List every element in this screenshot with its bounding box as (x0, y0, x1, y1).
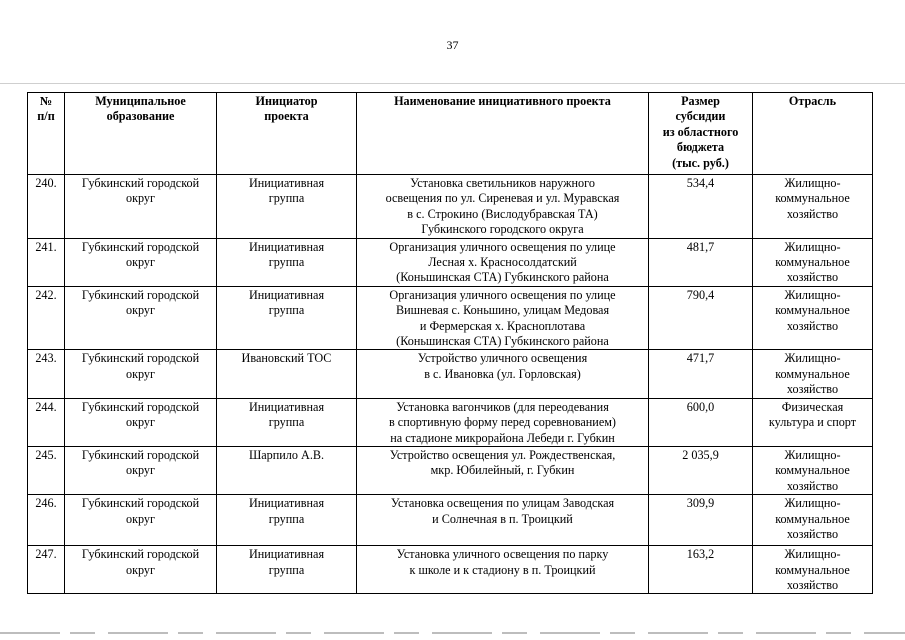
cell-line: и Солнечная в п. Троицкий (432, 511, 573, 526)
cell-line: и Фермерская х. Красноплотава (419, 318, 586, 333)
cell-line: бюджета (676, 140, 725, 155)
cell-amount: 534,4 (649, 175, 753, 239)
cell-line: группа (268, 255, 305, 270)
cell-amount: 2 035,9 (649, 446, 753, 494)
cell-line: Вишневая с. Коньшино, улицам Медовая (395, 303, 610, 318)
cell-municipality (65, 398, 217, 446)
cell-line: Инициативная (248, 547, 325, 562)
cell-amount: 790,4 (649, 286, 753, 350)
cell-line: Отрасль (788, 94, 837, 108)
cell-project (357, 398, 649, 446)
cell-num: 241. (28, 238, 65, 286)
header-num (28, 93, 65, 175)
cell-line: округ (125, 511, 156, 526)
cell-amount: 471,7 (649, 350, 753, 398)
table-body (28, 175, 873, 594)
top-rule (0, 83, 905, 84)
header-municipality (65, 93, 217, 175)
cell-line: хозяйство (786, 577, 839, 592)
cell-amount: 163,2 (649, 546, 753, 594)
cell-line: Устройство освещения ул. Рождественская, (389, 447, 616, 462)
cell-line: хозяйство (786, 318, 839, 333)
table-row (28, 446, 873, 494)
cell-line: коммунальное (775, 463, 850, 478)
table-row (28, 546, 873, 594)
cell-line: Инициативная (248, 496, 325, 511)
cell-line: (Коньшинская СТА) Губкинского района (396, 334, 609, 349)
cell-municipality (65, 350, 217, 398)
cell-line: округ (125, 303, 156, 318)
cell-line: Установка освещения по улицам Заводская (390, 496, 615, 511)
table-row (28, 175, 873, 239)
cell-line: Жилищно- (784, 351, 841, 366)
cell-line: мкр. Юбилейный, г. Губкин (430, 463, 575, 478)
cell-sector (753, 398, 873, 446)
cell-line: Губкинский городской (81, 239, 200, 254)
cell-line: Лесная х. Красносолдатский (428, 255, 577, 270)
cell-line: Муниципальное (95, 94, 186, 108)
cell-line: округ (125, 415, 156, 430)
cell-municipality (65, 175, 217, 239)
cell-line: Физическая (781, 399, 844, 414)
bottom-rule (0, 632, 905, 634)
cell-line: группа (268, 415, 305, 430)
cell-line: п/п (37, 109, 55, 124)
cell-sector (753, 175, 873, 239)
cell-line: Организация уличного освещения по улице (389, 239, 616, 254)
cell-line: группа (268, 562, 305, 577)
cell-line: группа (268, 191, 305, 206)
cell-line: Губкинский городской (81, 351, 200, 366)
cell-line: (Коньшинская СТА) Губкинского района (396, 270, 609, 285)
cell-line: Инициативная (248, 399, 325, 414)
cell-project (357, 238, 649, 286)
cell-municipality (65, 546, 217, 594)
cell-line: хозяйство (786, 478, 839, 493)
cell-line: Шарпило А.В. (248, 447, 325, 462)
cell-line: хозяйство (786, 206, 839, 221)
cell-initiator (217, 495, 357, 546)
cell-line: Инициатор (255, 94, 318, 108)
cell-line: Жилищно- (784, 239, 841, 254)
cell-line: Губкинский городской (81, 399, 200, 414)
cell-line: образование (106, 109, 175, 124)
cell-line: освещения по ул. Сиреневая и ул. Муравская (385, 191, 620, 206)
cell-line: Губкинского городского округа (421, 222, 584, 237)
cell-line: Жилищно- (784, 547, 841, 562)
cell-line: Наименование инициативного проекта (394, 94, 611, 108)
cell-line: к школе и к стадиону в п. Троицкий (409, 562, 596, 577)
header-project (357, 93, 649, 175)
cell-num: 247. (28, 546, 65, 594)
cell-line: округ (125, 463, 156, 478)
cell-line: из областного (662, 124, 739, 139)
cell-line: Устройство уличного освещения (417, 351, 588, 366)
cell-line: Инициативная (248, 287, 325, 302)
cell-line: Жилищно- (784, 176, 841, 190)
table-row (28, 350, 873, 398)
page-number: 37 (446, 38, 459, 52)
cell-line: коммунальное (775, 303, 850, 318)
cell-line: коммунальное (775, 562, 850, 577)
cell-sector (753, 546, 873, 594)
cell-initiator (217, 546, 357, 594)
cell-line: Ивановский ТОС (241, 351, 332, 366)
cell-line: Размер (681, 94, 720, 108)
cell-line: Инициативная (248, 176, 325, 190)
cell-project (357, 350, 649, 398)
table-row (28, 495, 873, 546)
cell-line: культура и спорт (768, 415, 857, 430)
table-row (28, 238, 873, 286)
cell-initiator (217, 350, 357, 398)
cell-line: округ (125, 562, 156, 577)
cell-line: Жилищно- (784, 496, 841, 511)
cell-line: (тыс. руб.) (672, 155, 729, 170)
cell-line: Установка светильников наружного (410, 176, 595, 190)
cell-line: коммунальное (775, 255, 850, 270)
cell-initiator (217, 398, 357, 446)
subsidy-table (27, 92, 873, 594)
cell-initiator (217, 286, 357, 350)
cell-line: хозяйство (786, 526, 839, 541)
cell-project (357, 446, 649, 494)
cell-amount: 600,0 (649, 398, 753, 446)
cell-municipality (65, 238, 217, 286)
cell-line: Организация уличного освещения по улице (389, 287, 616, 302)
cell-line: Губкинский городской (81, 287, 200, 302)
cell-num: 240. (28, 175, 65, 239)
cell-amount: 309,9 (649, 495, 753, 546)
cell-project (357, 546, 649, 594)
cell-line: субсидии (675, 109, 726, 124)
table-header-row (28, 93, 873, 175)
cell-sector (753, 495, 873, 546)
cell-amount: 481,7 (649, 238, 753, 286)
cell-num: 246. (28, 495, 65, 546)
cell-line: Установка уличного освещения по парку (396, 547, 609, 562)
cell-line: коммунальное (775, 191, 850, 206)
cell-project (357, 175, 649, 239)
cell-municipality (65, 286, 217, 350)
cell-sector (753, 238, 873, 286)
cell-num: 244. (28, 398, 65, 446)
cell-line: в спортивную форму перед соревнованием) (388, 415, 616, 430)
header-sector (753, 93, 873, 175)
cell-line: Губкинский городской (81, 447, 200, 462)
cell-line: в с. Строкино (Вислодубравская ТА) (407, 206, 598, 221)
cell-sector (753, 350, 873, 398)
cell-project (357, 495, 649, 546)
cell-num: 242. (28, 286, 65, 350)
table-row (28, 286, 873, 350)
cell-line: Жилищно- (784, 287, 841, 302)
cell-initiator (217, 238, 357, 286)
cell-line: Жилищно- (784, 447, 841, 462)
cell-sector (753, 286, 873, 350)
table-row (28, 398, 873, 446)
cell-line: коммунальное (775, 511, 850, 526)
cell-line: хозяйство (786, 270, 839, 285)
cell-line: группа (268, 303, 305, 318)
cell-num: 243. (28, 350, 65, 398)
cell-line: Губкинский городской (81, 547, 200, 562)
cell-line: округ (125, 255, 156, 270)
cell-line: Губкинский городской (81, 496, 200, 511)
cell-initiator (217, 446, 357, 494)
cell-municipality (65, 446, 217, 494)
header-amount (649, 93, 753, 175)
header-initiator (217, 93, 357, 175)
cell-initiator (217, 175, 357, 239)
cell-line: округ (125, 191, 156, 206)
cell-line: в с. Ивановка (ул. Горловская) (424, 366, 581, 381)
cell-line: Инициативная (248, 239, 325, 254)
cell-num: 245. (28, 446, 65, 494)
cell-line: округ (125, 366, 156, 381)
cell-line: коммунальное (775, 366, 850, 381)
cell-municipality (65, 495, 217, 546)
cell-line: группа (268, 511, 305, 526)
cell-line: Губкинский городской (81, 176, 200, 190)
cell-line: на стадионе микрорайона Лебеди г. Губкин (390, 430, 615, 445)
cell-line: № (39, 94, 53, 108)
cell-line: Установка вагончиков (для переодевания (396, 399, 609, 414)
cell-line: хозяйство (786, 382, 839, 397)
cell-project (357, 286, 649, 350)
cell-sector (753, 446, 873, 494)
cell-line: проекта (264, 109, 309, 124)
